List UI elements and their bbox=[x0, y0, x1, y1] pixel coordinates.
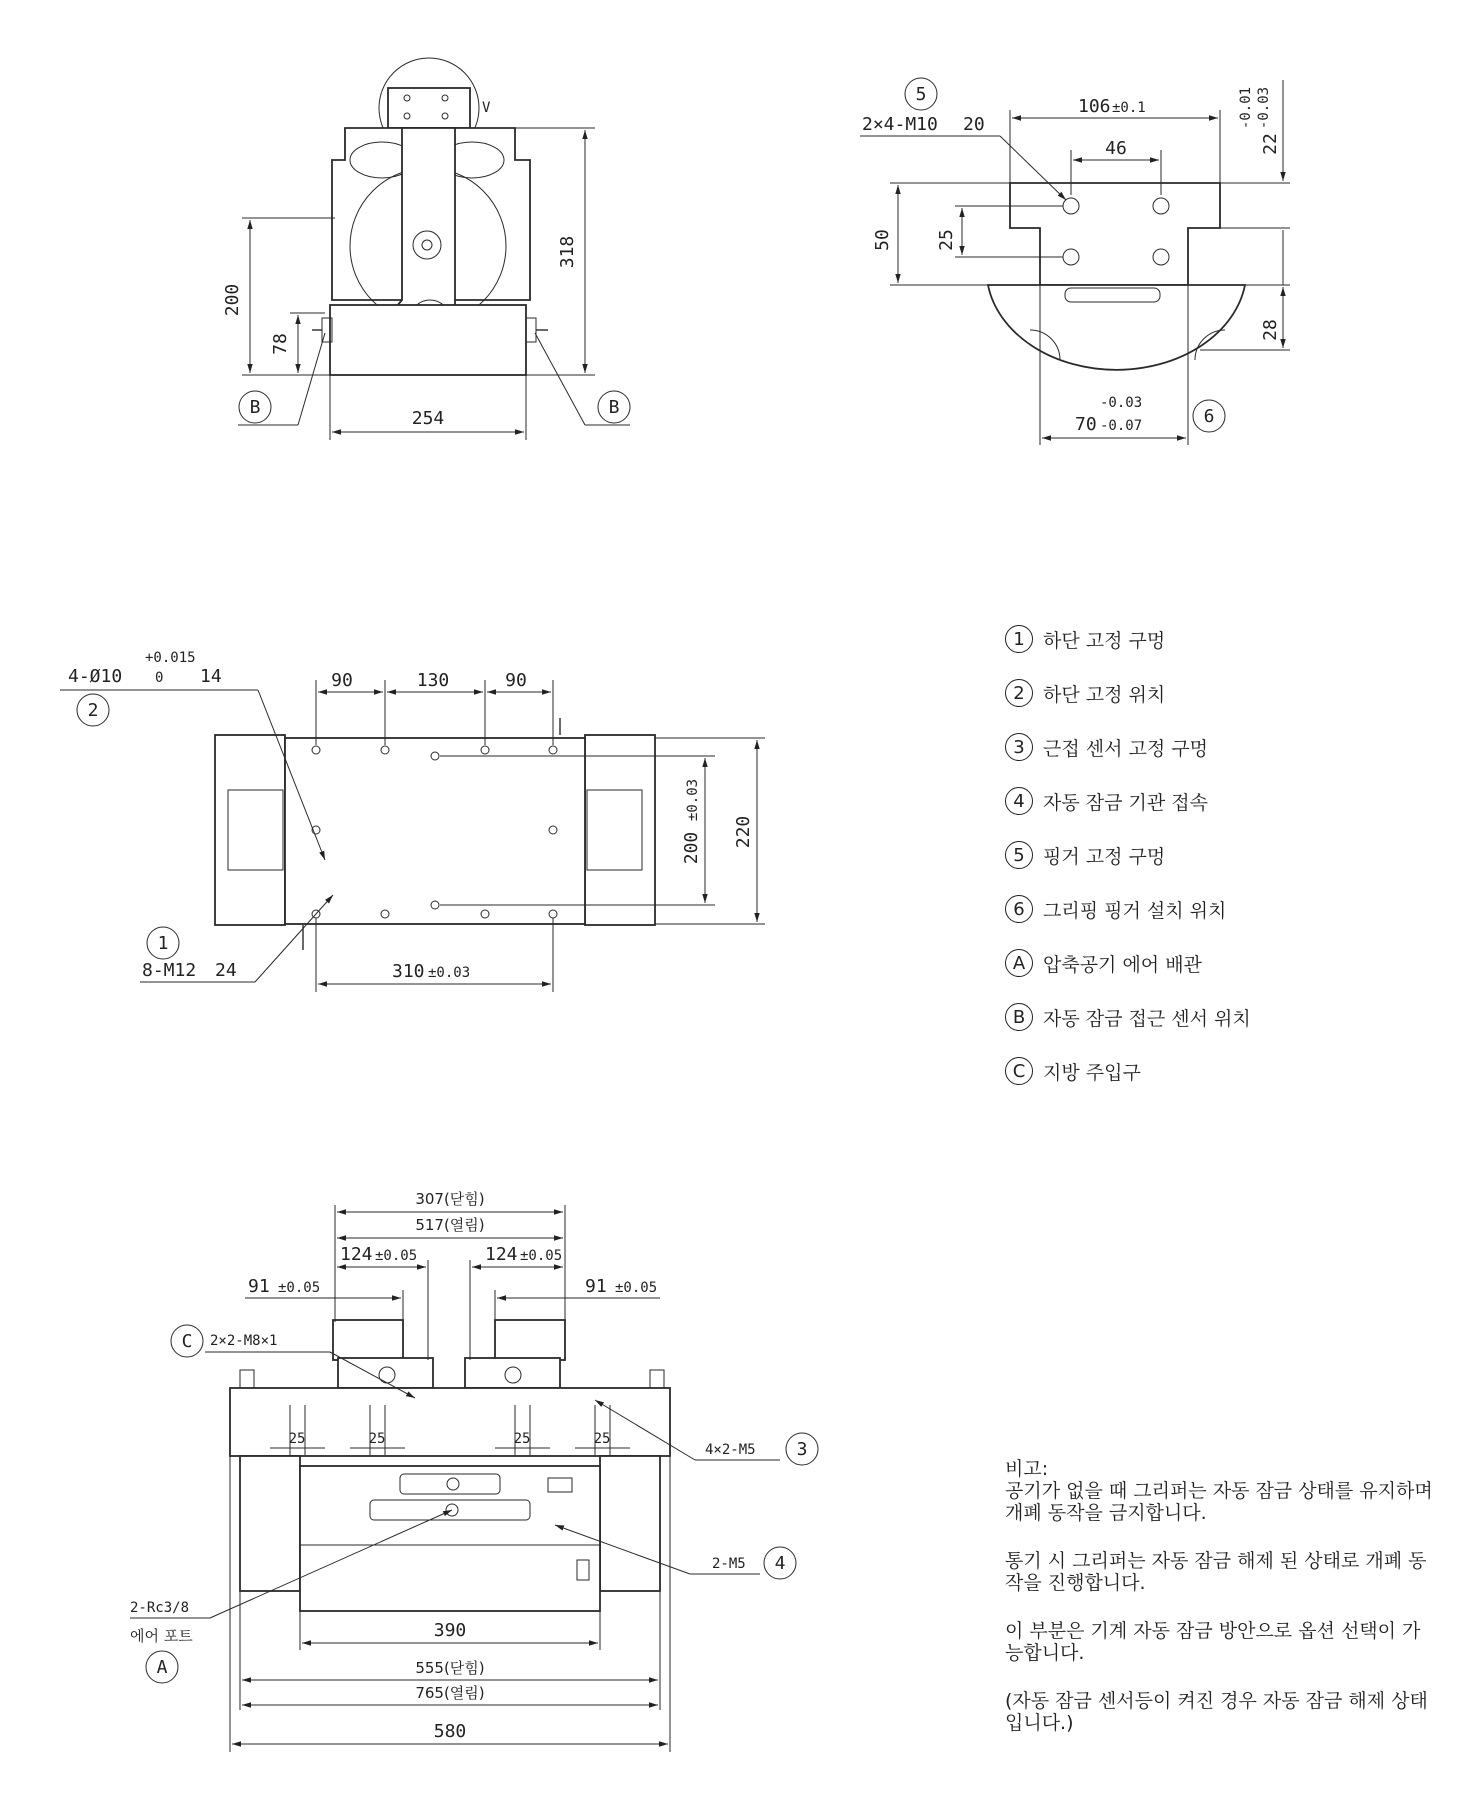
dim-25-3: 25 bbox=[513, 1431, 531, 1447]
legend-item bbox=[1005, 990, 1251, 1044]
hole-tol-a: +0.015 bbox=[145, 650, 196, 666]
hole-depth: 14 bbox=[200, 666, 222, 687]
dim-25-4: 25 bbox=[593, 1431, 611, 1447]
front-view bbox=[130, 1190, 818, 1752]
dim-25-1: 25 bbox=[288, 1431, 306, 1447]
callout-a: A bbox=[156, 1657, 168, 1678]
dim-25: 25 bbox=[936, 229, 957, 251]
bottom-thread-spec: 8-M12 bbox=[142, 960, 197, 981]
dim-22: 22 bbox=[1260, 133, 1281, 155]
callout-c: C bbox=[181, 1331, 193, 1352]
tol-106: ±0.1 bbox=[1112, 100, 1146, 116]
dim-124-right: 124 bbox=[485, 1244, 518, 1265]
lock-thread-spec: 2-M5 bbox=[712, 1556, 746, 1572]
dim-517-open: 517(열림) bbox=[415, 1216, 485, 1234]
dim-220: 220 bbox=[733, 815, 754, 849]
dim-90-right: 90 bbox=[505, 670, 527, 691]
legend-item bbox=[1005, 774, 1251, 828]
tol-22b: -0.03 bbox=[1256, 86, 1272, 130]
dim-310: 310 bbox=[392, 961, 425, 982]
bottom-thread-depth: 24 bbox=[215, 960, 237, 981]
legend-item bbox=[1005, 720, 1251, 774]
air-port-label: 에어 포트 bbox=[130, 1627, 193, 1645]
callout-6: 6 bbox=[1203, 406, 1215, 427]
dim-46: 46 bbox=[1105, 138, 1127, 159]
notes-title: 비고: bbox=[1005, 1458, 1049, 1480]
notes-paragraph: 통기 시 그리퍼는 자동 잠금 해제 된 상태로 개폐 동작을 진행합니다. bbox=[1005, 1550, 1427, 1594]
tol-200: ±0.03 bbox=[685, 778, 701, 822]
legend-text: 그리핑 핑거 설치 위치 bbox=[1043, 899, 1227, 922]
dim-555-closed: 555(닫힘) bbox=[415, 1659, 485, 1677]
callout-4: 4 bbox=[774, 1553, 786, 1574]
mark-v: V bbox=[482, 100, 491, 116]
dim-91-right: 91 bbox=[585, 1276, 607, 1297]
notes-paragraph: 이 부분은 기계 자동 잠금 방안으로 옵션 선택이 가능합니다. bbox=[1005, 1620, 1421, 1664]
dim-200: 200 bbox=[222, 283, 243, 317]
grease-port-spec: 2×2-M8×1 bbox=[210, 1333, 278, 1349]
dim-130: 130 bbox=[416, 670, 450, 691]
tol-22a: -0.01 bbox=[1238, 86, 1254, 130]
dim-90-left: 90 bbox=[331, 670, 353, 691]
bottom-view bbox=[60, 650, 765, 992]
notes bbox=[1005, 1458, 1435, 1760]
callout-1: 1 bbox=[157, 933, 169, 954]
tol-70b: -0.07 bbox=[1100, 418, 1143, 434]
legend-mark: 3 bbox=[1005, 733, 1033, 761]
tol-70a: -0.03 bbox=[1100, 395, 1143, 411]
dim-307-closed: 307(닫힘) bbox=[415, 1190, 485, 1208]
callout-b-left: B bbox=[249, 397, 261, 418]
finger-thread-spec: 2×4-M10 bbox=[862, 114, 938, 135]
legend bbox=[1005, 612, 1251, 1098]
dim-254: 254 bbox=[411, 408, 445, 429]
legend-text: 하단 고정 구멍 bbox=[1043, 629, 1166, 652]
finger-detail-view bbox=[860, 78, 1290, 445]
side-view bbox=[222, 58, 630, 440]
tol-91-right: ±0.05 bbox=[615, 1280, 658, 1296]
callout-3: 3 bbox=[796, 1439, 808, 1460]
legend-mark: A bbox=[1005, 949, 1033, 977]
hole-spec: 4-Ø10 bbox=[68, 666, 123, 687]
callout-b-right: B bbox=[608, 397, 620, 418]
legend-text: 하단 고정 위치 bbox=[1043, 683, 1166, 706]
legend-mark: 5 bbox=[1005, 841, 1033, 869]
callout-2: 2 bbox=[87, 700, 99, 721]
legend-item bbox=[1005, 882, 1251, 936]
legend-mark: 6 bbox=[1005, 895, 1033, 923]
legend-text: 압축공기 에어 배관 bbox=[1043, 953, 1202, 976]
dim-91-left: 91 bbox=[248, 1276, 270, 1297]
tol-124-left: ±0.05 bbox=[375, 1248, 418, 1264]
legend-item bbox=[1005, 828, 1251, 882]
legend-text: 지방 주입구 bbox=[1043, 1061, 1141, 1084]
dim-318: 318 bbox=[557, 235, 578, 269]
legend-item bbox=[1005, 1044, 1251, 1098]
callout-5: 5 bbox=[915, 84, 927, 105]
legend-text: 자동 잠금 접근 센서 위치 bbox=[1043, 1007, 1251, 1030]
tol-310: ±0.03 bbox=[428, 965, 471, 981]
legend-mark: B bbox=[1005, 1003, 1033, 1031]
legend-text: 자동 잠금 기관 접속 bbox=[1043, 791, 1208, 814]
legend-item bbox=[1005, 666, 1251, 720]
air-port-spec: 2-Rc3/8 bbox=[130, 1600, 190, 1616]
dim-78: 78 bbox=[270, 333, 291, 355]
dim-50: 50 bbox=[872, 229, 893, 251]
legend-mark: 1 bbox=[1005, 625, 1033, 653]
dim-25-2: 25 bbox=[368, 1431, 386, 1447]
tol-124-right: ±0.05 bbox=[520, 1248, 563, 1264]
legend-item bbox=[1005, 612, 1251, 666]
dim-200-bottom: 200 bbox=[681, 831, 702, 865]
notes-paragraph: 공기가 없을 때 그리퍼는 자동 잠금 상태를 유지하며 개폐 동작을 금지합니다. bbox=[1005, 1480, 1433, 1524]
legend-mark: C bbox=[1005, 1057, 1033, 1085]
hole-tol-b: 0 bbox=[155, 670, 164, 686]
legend-mark: 2 bbox=[1005, 679, 1033, 707]
dim-765-open: 765(열림) bbox=[415, 1684, 485, 1702]
legend-item bbox=[1005, 936, 1251, 990]
notes-paragraph: (자동 잠금 센서등이 켜진 경우 자동 잠금 해제 상태입니다.) bbox=[1005, 1690, 1428, 1734]
finger-thread-depth: 20 bbox=[963, 114, 985, 135]
dim-390: 390 bbox=[433, 1620, 467, 1641]
dim-124-left: 124 bbox=[340, 1244, 373, 1265]
legend-text: 근접 센서 고정 구멍 bbox=[1043, 737, 1208, 760]
dim-580: 580 bbox=[433, 1721, 467, 1742]
tol-91-left: ±0.05 bbox=[278, 1280, 321, 1296]
dim-70: 70 bbox=[1075, 414, 1097, 435]
legend-text: 핑거 고정 구멍 bbox=[1043, 845, 1166, 868]
dim-28: 28 bbox=[1260, 319, 1281, 341]
dim-106: 106 bbox=[1078, 96, 1111, 117]
sensor-thread-spec: 4×2-M5 bbox=[705, 1442, 756, 1458]
legend-mark: 4 bbox=[1005, 787, 1033, 815]
